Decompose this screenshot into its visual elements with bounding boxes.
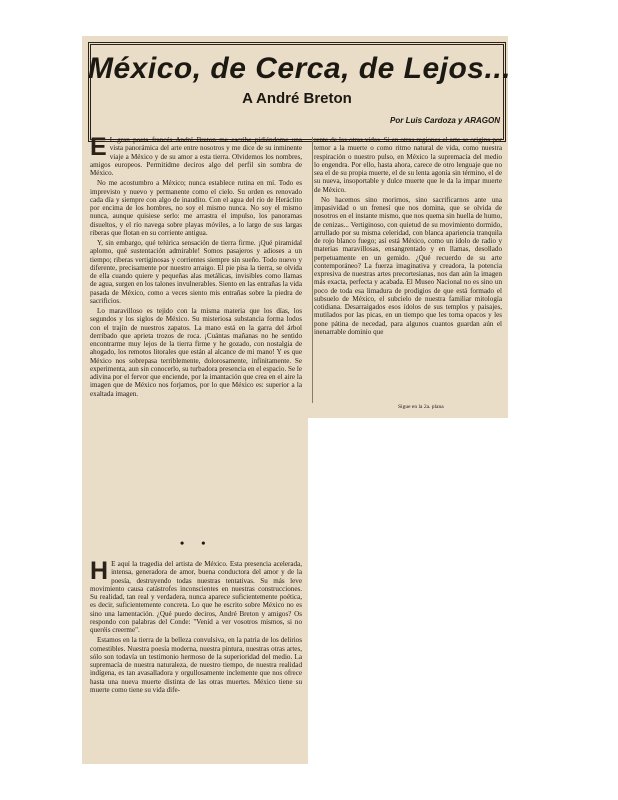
drop-cap: H	[90, 557, 109, 585]
drop-cap: E	[90, 133, 107, 161]
paragraph: Y, sin embargo, qué telúrica sensación de tierra firme. ¡Qué piramidal aplomo, qué sustentación admirable! Somos pasajeros y adioses a un tiempo; riberas vertiginosas y corrientes siempre sin sueño. Todo nuevo y diferente, precisamente por nuestro arraigo. El pie pisa la tierra, se olvida de ella cuando quiere y pequeñas alas metálicas, invisibles como llamas de agua, surgen en los talones invulnerables. Siento en las entrañas la vida pasada de México, como a veces siento mis entrañas sobre la piedra de sacrificios.	[90, 239, 302, 305]
headline: México, de Cerca, de Lejos...	[88, 52, 511, 85]
paragraph: No hacemos sino morirnos, sino sacrificarnos ante una impasividad o un frenesí que nos domina, que se olvida de nosotros en el instante mismo, que nos quema sin huella de humo, de cenizas... Vertiginoso, con quietud de su movimiento dormido, arrullado por su misma celeridad, con blanca apariencia tranquila de rojo blanco fuego; así está México, como un ídolo de radio y materias maravillosas, ensangrentado y en llamas, desollado perpetuamente en un gemido. ¿Qué recuerdo de su arte contemporáneo? La fuerza imaginativa y creadora, la potencia expresiva de nuestras artes precortesianas, nos dan aún la imagen más exacta, perfecta y acabada. El Museo Nacional no es sino un poco de toda esa limadura de prodigios de que está formado el subsuelo de México, el subcielo de nuestra familiar mitología cotidiana. Desarraigados esos ídolos de sus templos y paisajes, mutilados por las picas, en un tiempo que les torna opacos y les pone pátina de necedad, para algunos cuantos guardan aún el inenarrable dominio que	[314, 195, 502, 336]
paragraph: Estamos en la tierra de la belleza convulsiva, en la patria de los delirios comestibles. Nuestra poesía moderna, nuestra pintura, nuestras otras artes, sólo son todavía un testimonio hermoso de la superioridad del medio. La supremacía de nuestra naturaleza, de nuestro tiempo, de nuestra realidad indígena, es tan avasalladora y orgullosamente inclemente que nos ofrece hasta una nueva muerte distinta de las otras muertes. México tiene su muerte como tiene su vida dife-	[90, 636, 302, 694]
subheadline: A André Breton	[242, 90, 352, 107]
paragraph: E L gran poeta francés André Breton me escribe pidiéndome una vista panorámica del arte entre nosotros y me dice de su inminente viaje a México y de su amor a esta tierra. Olvidemos los nombres, amigos europeos. Permitidme deciros algo del perfil sin sombra de México.	[90, 133, 302, 177]
column-rule	[312, 137, 313, 403]
byline: Por Luis Cardoza y ARAGON	[390, 116, 500, 125]
paragraph: Lo maravilloso es tejido con la misma materia que los días, los segundos y los siglos de México. Su misteriosa substancia forma lodos con el trajín de nuestros zapatos. La mano está en la garra del árbol derribado que aprieta trozos de roca. ¡Cuántas mañanas no he sentido encontrarme muy lejos de la tierra firme y he gozado, con nostalgia de ahogado, los remotos litorales que están al alcance de mi mano! Y es que México nos sobrepasa terriblemente, dolorosamente, infinitamente. Se experimenta, aun sin conocerlo, su turbadora presencia en el espacio. Se le adivina por el fervor que enciende, por la imantación que crea en el aire la imagen que de México nos forjamos, por lo que México es: superior a la exaltada imagen.	[90, 307, 302, 398]
paragraph: No me acostumbro a México; nunca establece rutina en mí. Todo es imprevisto y nuevo y permanente como el cielo. Su orden es renovado cada día y siempre con algo de inaudito. Con el agua del río de Heráclito por encima de los hombres, no soy el mismo nunca. No soy el mismo nunca, aunque quisiese serlo: me arrastra el impulso, los panoramas disueltos, y el río navega sobre playas móviles, a lo largo de sus largas riberas que flotan en su corriente antigua.	[90, 179, 302, 237]
column-2	[314, 136, 502, 338]
column-1	[90, 133, 302, 400]
section-separator: • •	[180, 536, 213, 550]
continued-note: Sigue en la 2a. plana	[398, 404, 444, 410]
paragraph: rente de las otras vidas. Si en otras regiones el arte se origina por temor a la muerte o como ritmo natural de vida, como nuestra respiración o nuestro pulso, en México la supremacía del medio lo engendra. Por ello, hasta ahora, carece de otro lenguaje que no sea el de su propia muerte, el de su lenta agonía sin término, el de su nueva, insoportable y dulce muerte que le da la impar muerte de México.	[314, 136, 502, 194]
paragraph: H E aquí la tragedia del artista de México. Esta presencia acelerada, intensa, generadora de amor, buena conductora del amor y de la poesía, destruyendo todas nuestras tentativas. Su más leve movimiento causa catástrofes inconscientes en nuestras construcciones. Su realidad, tan real y verdadera, nunca aparece suficientemente poética, es decir, suficientemente concreta. Lo que he escrito sobre México no es sino una lamentación. ¿Qué puedo deciros, André Breton y amigos? Os respondo con palabras del Conde: "Venid a ver vosotros mismos, si no queréis creerme".	[90, 557, 302, 634]
column-1-part-2	[90, 557, 302, 696]
